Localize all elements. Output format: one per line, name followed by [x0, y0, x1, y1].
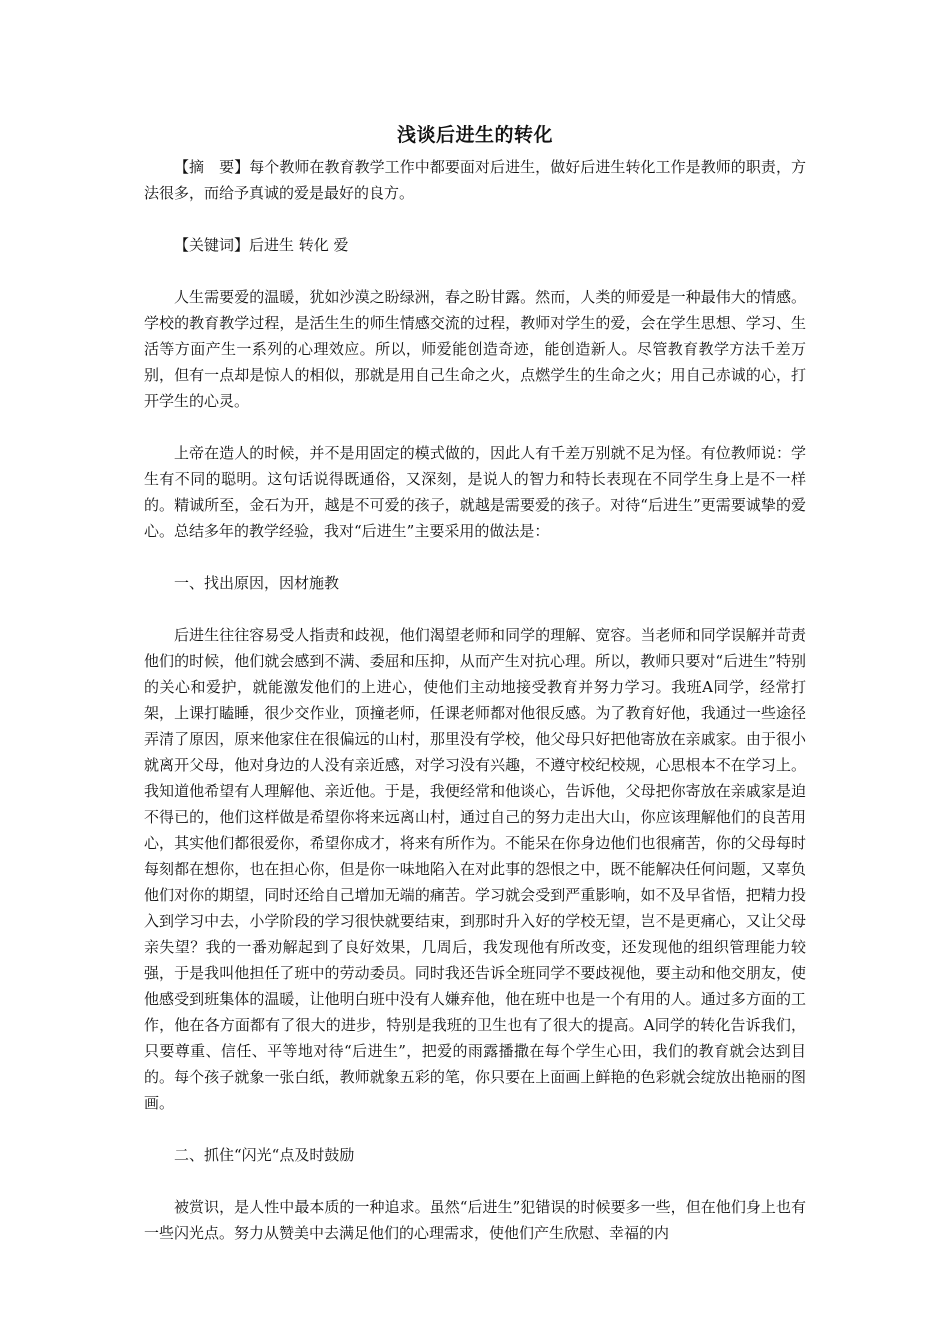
document-page: [144, 120, 806, 1246]
intro-paragraph-2: 上帝在造人的时候，并不是用固定的模式做的，因此人有千差万别就不足为怪。有位教师说：学生有不同的聪明。这句话说得既通俗，又深刻，是说人的智力和特长表现在不同学生身上是不一样的。精诚所至，金石为开，越是不可爱的孩子，就越是需要爱的孩子。对待“后进生”更需要诚挚的爱心。总结多年的教学经验，我对“后进生”主要采用的做法是：: [144, 444, 806, 540]
section-heading-2: 二、抓住“闪光“点及时鼓励: [174, 1146, 355, 1164]
keywords-line: 【关键词】后进生 转化 爱: [174, 236, 349, 254]
section-paragraph-2: 被赏识，是人性中最本质的一种追求。虽然“后进生”犯错误的时候要多一些，但在他们身上也有一些闪光点。努力从赞美中去满足他们的心理需求，使他们产生欣慰、幸福的内: [144, 1198, 806, 1242]
abstract-paragraph: 【摘 要】每个教师在教育教学工作中都要面对后进生，做好后进生转化工作是教师的职责，方法很多，而给予真诚的爱是最好的良方。: [144, 158, 806, 202]
section-paragraph-1: 后进生往往容易受人指责和歧视，他们渴望老师和同学的理解、宽容。当老师和同学误解并苛责他们的时候，他们就会感到不满、委屈和压抑，从而产生对抗心理。所以，教师只要对“后进生”特别的关心和爱护，就能激发他们的上进心，使他们主动地接受教育并努力学习。我班A同学，经常打架，上课打瞌睡，很少交作业，顶撞老师，任课老师都对他很反感。为了教育好他，我通过一些途径弄清了原因，原来他家住在很偏远的山村，那里没有学校，他父母只好把他寄放在亲戚家。由于很小就离开父母，他对身边的人没有亲近感，对学习没有兴趣，不遵守校纪校规，心思根本不在学习上。我知道他希望有人理解他、亲近他。于是，我便经常和他谈心，告诉他，父母把你寄放在亲戚家是迫不得已的，他们这样做是希望你将来远离山村，通过自己的努力走出大山，你应该理解他们的良苦用心，其实他们都很爱你，希望你成才，将来有所作为。不能呆在你身边他们也很痛苦，你的父母每时每刻都在想你，也在担心你，但是你一味地陷入在对此事的怨恨之中，既不能解决任何问题，又辜负他们对你的期望，同时还给自己增加无端的痛苦。学习就会受到严重影响，如不及早省悟，把精力投入到学习中去，小学阶段的学习很快就要结束，到那时升入好的学校无望，岂不是更痛心，又让父母亲失望？我的一番劝解起到了良好效果，几周后，我发现他有所改变，还发现他的组织管理能力较强，于是我叫他担任了班中的劳动委员。同时我还告诉全班同学不要歧视他，要主动和他交朋友，使他感受到班集体的温暖，让他明白班中没有人嫌弃他，他在班中也是一个有用的人。通过多方面的工作，他在各方面都有了很大的进步，特别是我班的卫生也有了很大的提高。A同学的转化告诉我们，只要尊重、信任、平等地对待“后进生”，把爱的雨露播撒在每个学生心田，我们的教育就会达到目的。每个孩子就象一张白纸，教师就象五彩的笔，你只要在上面画上鲜艳的色彩就会绽放出艳丽的图画。: [144, 626, 806, 1112]
intro-paragraph-1: 人生需要爱的温暖，犹如沙漠之盼绿洲，春之盼甘露。然而，人类的师爱是一种最伟大的情感。学校的教育教学过程，是活生生的师生情感交流的过程，教师对学生的爱，会在学生思想、学习、生活等方面产生一系列的心理效应。所以，师爱能创造奇迹，能创造新人。尽管教育教学方法千差万别，但有一点却是惊人的相似，那就是用自己生命之火，点燃学生的生命之火；用自己赤诚的心，打开学生的心灵。: [144, 288, 806, 410]
page-title: 浅谈后进生的转化: [396, 124, 553, 146]
section-heading-1: 一、找出原因，因材施教: [174, 574, 340, 592]
